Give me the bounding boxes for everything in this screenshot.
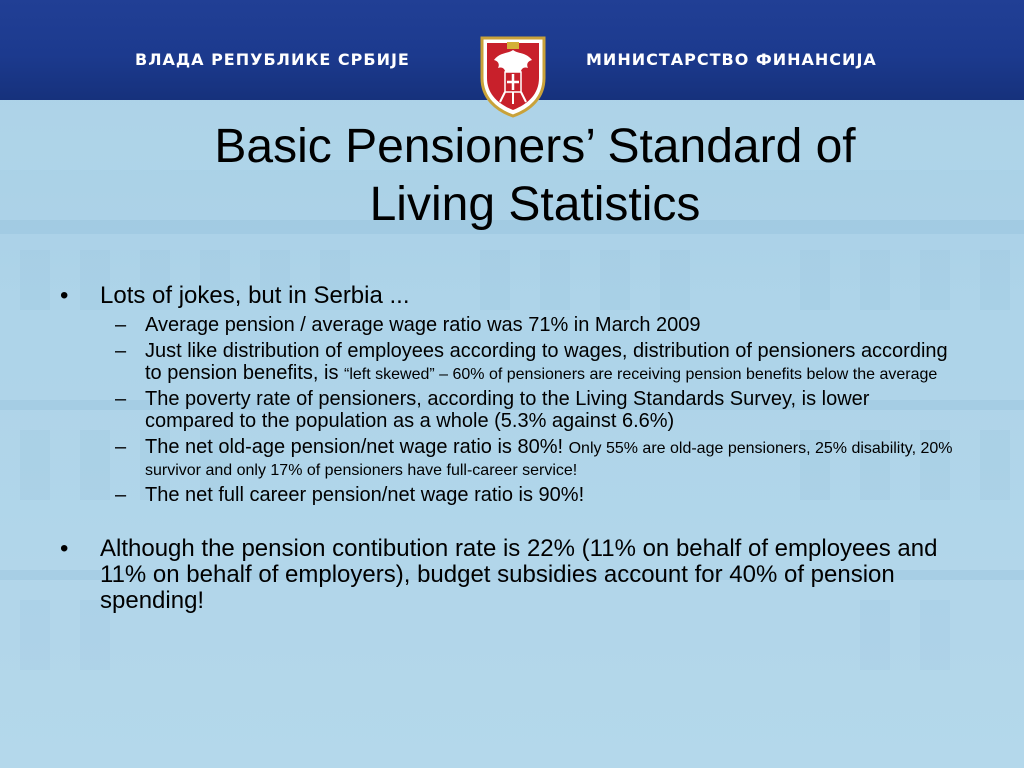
sub-bullet-item <box>55 314 955 336</box>
sub-bullet-text: The poverty rate of pensioners, according to the Living Standards Survey, is lower compared to the population as a whole (5.3% against 6.6%) <box>145 388 870 432</box>
title-line-2: Living Statistics <box>369 178 701 231</box>
sub-bullet-item <box>55 436 955 480</box>
slide-body <box>55 283 955 614</box>
bullet-text: Although the pension contibution rate is 22% (11% on behalf of employees and 11% on behalf of employers), budget subsidies account for 40% of pension spending! <box>100 535 938 614</box>
dash-icon: – <box>115 484 127 506</box>
sub-bullet-text: Just like distribution of employees according to wages, distribution of pensioners according to pension benefits, is <box>145 340 948 384</box>
sub-bullet-text: The net full career pension/net wage ratio is 90%! <box>145 484 585 506</box>
dash-icon: – <box>115 314 127 336</box>
sub-bullet-text: Average pension / average wage ratio was 71% in March 2009 <box>145 314 701 336</box>
sub-bullet-list <box>55 314 955 506</box>
coat-of-arms-icon <box>478 34 548 118</box>
bullet-icon: • <box>60 282 69 309</box>
ministry-name: МИНИСТАРСТВО ФИНАНСИЈА <box>586 50 877 69</box>
bullet-item <box>55 283 955 309</box>
sub-bullet-item <box>55 484 955 506</box>
sub-bullet-note: “left skewed” – 60% of pensioners are receiving pension benefits below the average <box>344 366 938 383</box>
slide-title <box>60 118 1010 234</box>
bullet-icon: • <box>60 535 69 562</box>
bullet-item <box>55 536 955 614</box>
sub-bullet-item <box>55 340 955 384</box>
bullet-text: Lots of jokes, but in Serbia ... <box>100 282 410 309</box>
dash-icon: – <box>115 388 127 410</box>
sub-bullet-note: Only 55% are old-age pensioners, 25% disability, 20% survivor and only 17% of pensioners have full-career service! <box>145 440 953 479</box>
sub-bullet-text: The net old-age pension/net wage ratio is 80%! <box>145 436 569 458</box>
title-line-1: Basic Pensioners’ Standard of <box>214 120 856 173</box>
government-name: ВЛАДА РЕПУБЛИКЕ СРБИЈЕ <box>135 50 410 69</box>
dash-icon: – <box>115 436 127 458</box>
dash-icon: – <box>115 340 127 362</box>
sub-bullet-item <box>55 388 955 432</box>
